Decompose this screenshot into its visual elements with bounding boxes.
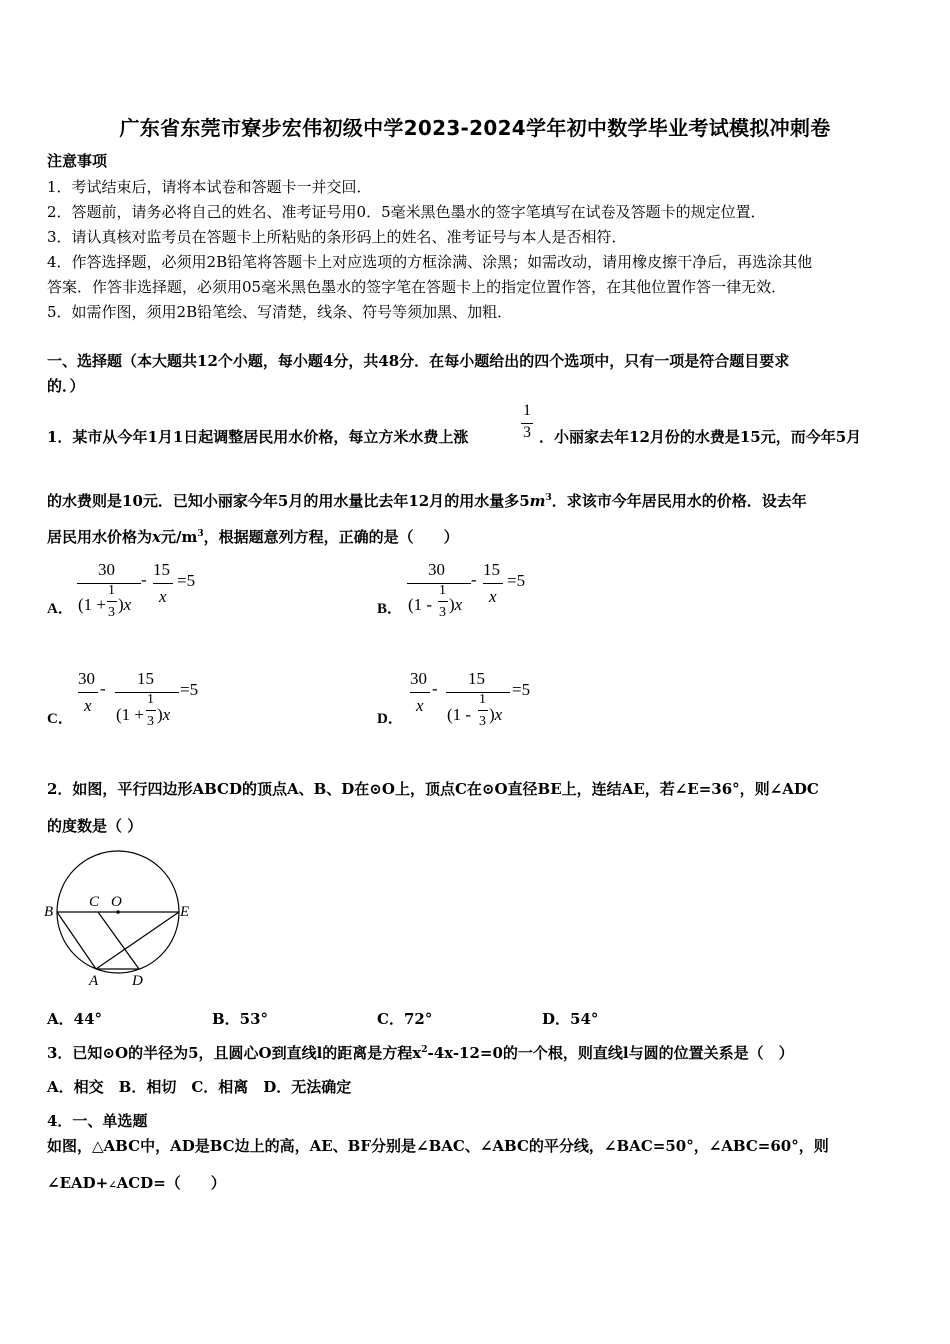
q1-line3-exp: 3 xyxy=(197,529,204,539)
denominator-right: )x xyxy=(157,705,171,724)
second-den: x xyxy=(489,587,497,606)
equals-five: =5 xyxy=(180,680,199,699)
q1-unit: m xyxy=(529,492,546,510)
first-den: x xyxy=(416,696,424,715)
option-label: A． xyxy=(47,601,73,617)
denominator-left: (1 + xyxy=(116,705,145,724)
label-b: B xyxy=(44,904,54,920)
notice-item: 答案．作答非选择题，必须用05毫米黑色墨水的签字笔在答题卡上的指定位置作答，在其他位置作答一律无效． xyxy=(47,278,787,296)
first-bar xyxy=(410,692,430,693)
inner-num: 1 xyxy=(147,692,154,707)
q3-text xyxy=(47,1042,794,1063)
option-label: C． xyxy=(47,711,73,727)
segment-ba xyxy=(57,912,96,969)
denominator-x: x xyxy=(123,595,132,614)
first-num: 30 xyxy=(410,669,427,688)
inner-bar xyxy=(107,601,117,602)
equals-five: =5 xyxy=(177,571,196,590)
denominator-right: )x xyxy=(489,705,503,724)
equals-five: =5 xyxy=(512,680,531,699)
denominator-x: x xyxy=(494,705,503,724)
label-c: C xyxy=(89,894,100,910)
q4-line2-b: ACD=（ ） xyxy=(116,1174,226,1192)
q2-text-cont: 的度数是（ ） xyxy=(47,817,143,835)
section-heading: 一、选择题（本大题共12个小题，每小题4分，共48分．在每小题给出的四个选项中，只有一项是符合题目要求 xyxy=(47,352,790,370)
label-d: D xyxy=(132,973,143,989)
q1-frac-num: 1 xyxy=(523,402,531,419)
label-o: O xyxy=(111,894,122,910)
q1-text-a: 1．某市从今年1月1日起调整居民用水价格，每立方米水费上涨 xyxy=(47,428,469,446)
segment-cd xyxy=(98,912,139,969)
equals-five: =5 xyxy=(507,571,526,590)
inner-num: 1 xyxy=(479,692,486,707)
q3-options[interactable]: A．相交 B．相切 C．相离 D．无法确定 xyxy=(47,1078,352,1096)
q2-option-d[interactable]: D．54° xyxy=(542,1010,599,1028)
second-num: 15 xyxy=(483,560,500,579)
notice-heading: 注意事项 xyxy=(47,152,108,170)
notice-item: 4．作答选择题，必须用2B铅笔将答题卡上对应选项的方框涂满、涂黑；如需改动，请用橡皮擦干净后，再选涂其他 xyxy=(47,253,813,271)
inner-num: 1 xyxy=(108,583,115,598)
denominator-right: )x xyxy=(118,595,132,614)
q4-heading: 4．一、单选题 xyxy=(47,1112,148,1130)
notice-item: 1．考试结束后，请将本试卷和答题卡一并交回． xyxy=(47,178,372,196)
denominator-right: )x xyxy=(449,595,463,614)
q2-text: 2．如图，平行四边形ABCD的顶点A、B、D在⊙O上，顶点C在⊙O直径BE上，连结AE，若∠E=36°，则∠ADC xyxy=(47,780,819,798)
denominator-x: x xyxy=(162,705,171,724)
q1-line2 xyxy=(47,490,807,511)
option-label: B． xyxy=(377,601,403,617)
q1-line2-b: ．求该市今年居民用水的价格．设去年 xyxy=(551,492,807,510)
page-title: 广东省东莞市寮步宏伟初级中学2023-2024学年初中数学毕业考试模拟冲刺卷 xyxy=(119,116,831,140)
q1-line3 xyxy=(47,526,459,547)
first-bar xyxy=(78,692,98,693)
denominator-op: 1 - xyxy=(452,705,472,724)
label-e: E xyxy=(180,904,190,920)
q1-var-x: x xyxy=(152,528,161,546)
q1-text-b: ．小丽家去年12月份的水费是15元，而今年5月 xyxy=(539,428,862,446)
first-den: x xyxy=(84,696,92,715)
q1-frac-bar xyxy=(521,423,533,424)
denominator-op: 1 + xyxy=(121,705,145,724)
q4-angle-small: ∠ xyxy=(108,1180,117,1191)
inner-bar xyxy=(146,710,156,711)
q3-text-a: 3．已知⊙O的半径为5，且圆心O到直线l的距离是方程x xyxy=(47,1044,422,1062)
q2-option-a[interactable]: A．44° xyxy=(47,1010,103,1028)
inner-den: 3 xyxy=(108,605,115,620)
label-a: A xyxy=(89,973,99,989)
q1-line2-a: 的水费则是10元．已知小丽家今年5月的用水量比去年12月的用水量多5 xyxy=(47,492,530,510)
first-num: 30 xyxy=(78,669,95,688)
q4-text: 如图，△ABC中，AD是BC边上的高，AE、BF分别是∠BAC、∠ABC的平分线，∠BAC=50°，∠ABC=60°，则 xyxy=(47,1137,829,1155)
numerator: 15 xyxy=(468,669,485,688)
inner-bar xyxy=(438,601,448,602)
denominator-left: (1 - xyxy=(408,595,433,614)
notice-item: 3．请认真核对监考员在答题卡上所粘贴的条形码上的姓名、准考证号与本人是否相符． xyxy=(47,228,627,246)
inner-den: 3 xyxy=(479,714,486,729)
notice-item: 2．答题前，请务必将自己的姓名、准考证号用0．5毫米黑色墨水的签字笔填写在试卷及答题卡的规定位置． xyxy=(47,203,766,221)
q1-line3-unit: 元/m xyxy=(160,528,198,546)
section-heading-cont: 的．） xyxy=(47,377,85,395)
minus-sign: - xyxy=(100,679,106,698)
denominator-op: 1 + xyxy=(83,595,107,614)
q4-text-cont xyxy=(47,1172,226,1193)
q1-text xyxy=(47,426,468,447)
numerator: 15 xyxy=(137,669,154,688)
q1-frac-den: 3 xyxy=(523,424,531,441)
inner-den: 3 xyxy=(439,605,446,620)
numerator: 30 xyxy=(98,560,115,579)
fraction-bar xyxy=(446,692,510,693)
minus-sign: - xyxy=(432,679,438,698)
segment-ae xyxy=(96,912,179,969)
q4-line2-a: ∠EAD+ xyxy=(47,1174,109,1192)
second-bar xyxy=(153,583,173,584)
inner-num: 1 xyxy=(439,583,446,598)
q3-exp: 2 xyxy=(421,1045,428,1055)
notice-item: 5．如需作图，须用2B铅笔绘、写清楚，线条、符号等须加黑、加粗． xyxy=(47,303,513,321)
q2-circle-figure xyxy=(40,848,200,993)
second-den: x xyxy=(159,587,167,606)
q2-option-c[interactable]: C．72° xyxy=(377,1010,433,1028)
minus-sign: - xyxy=(471,570,477,589)
denominator-left: (1 - xyxy=(447,705,472,724)
denominator-op: 1 - xyxy=(413,595,433,614)
numerator: 30 xyxy=(428,560,445,579)
denominator-left: (1 + xyxy=(78,595,107,614)
option-label: D． xyxy=(377,711,403,727)
minus-sign: - xyxy=(141,570,147,589)
q1-unit-exp: 3 xyxy=(545,493,552,503)
q3-text-b: -4x-12=0的一个根，则直线l与圆的位置关系是（ ） xyxy=(427,1044,794,1062)
inner-bar xyxy=(478,710,488,711)
q1-line3-b: ，根据题意列方程，正确的是（ ） xyxy=(203,528,459,546)
second-bar xyxy=(483,583,503,584)
second-num: 15 xyxy=(153,560,170,579)
q2-option-b[interactable]: B．53° xyxy=(212,1010,269,1028)
inner-den: 3 xyxy=(147,714,154,729)
q1-line3-a: 居民用水价格为 xyxy=(47,528,153,546)
q1-fraction xyxy=(520,402,534,442)
denominator-x: x xyxy=(454,595,463,614)
center-dot xyxy=(116,910,120,914)
